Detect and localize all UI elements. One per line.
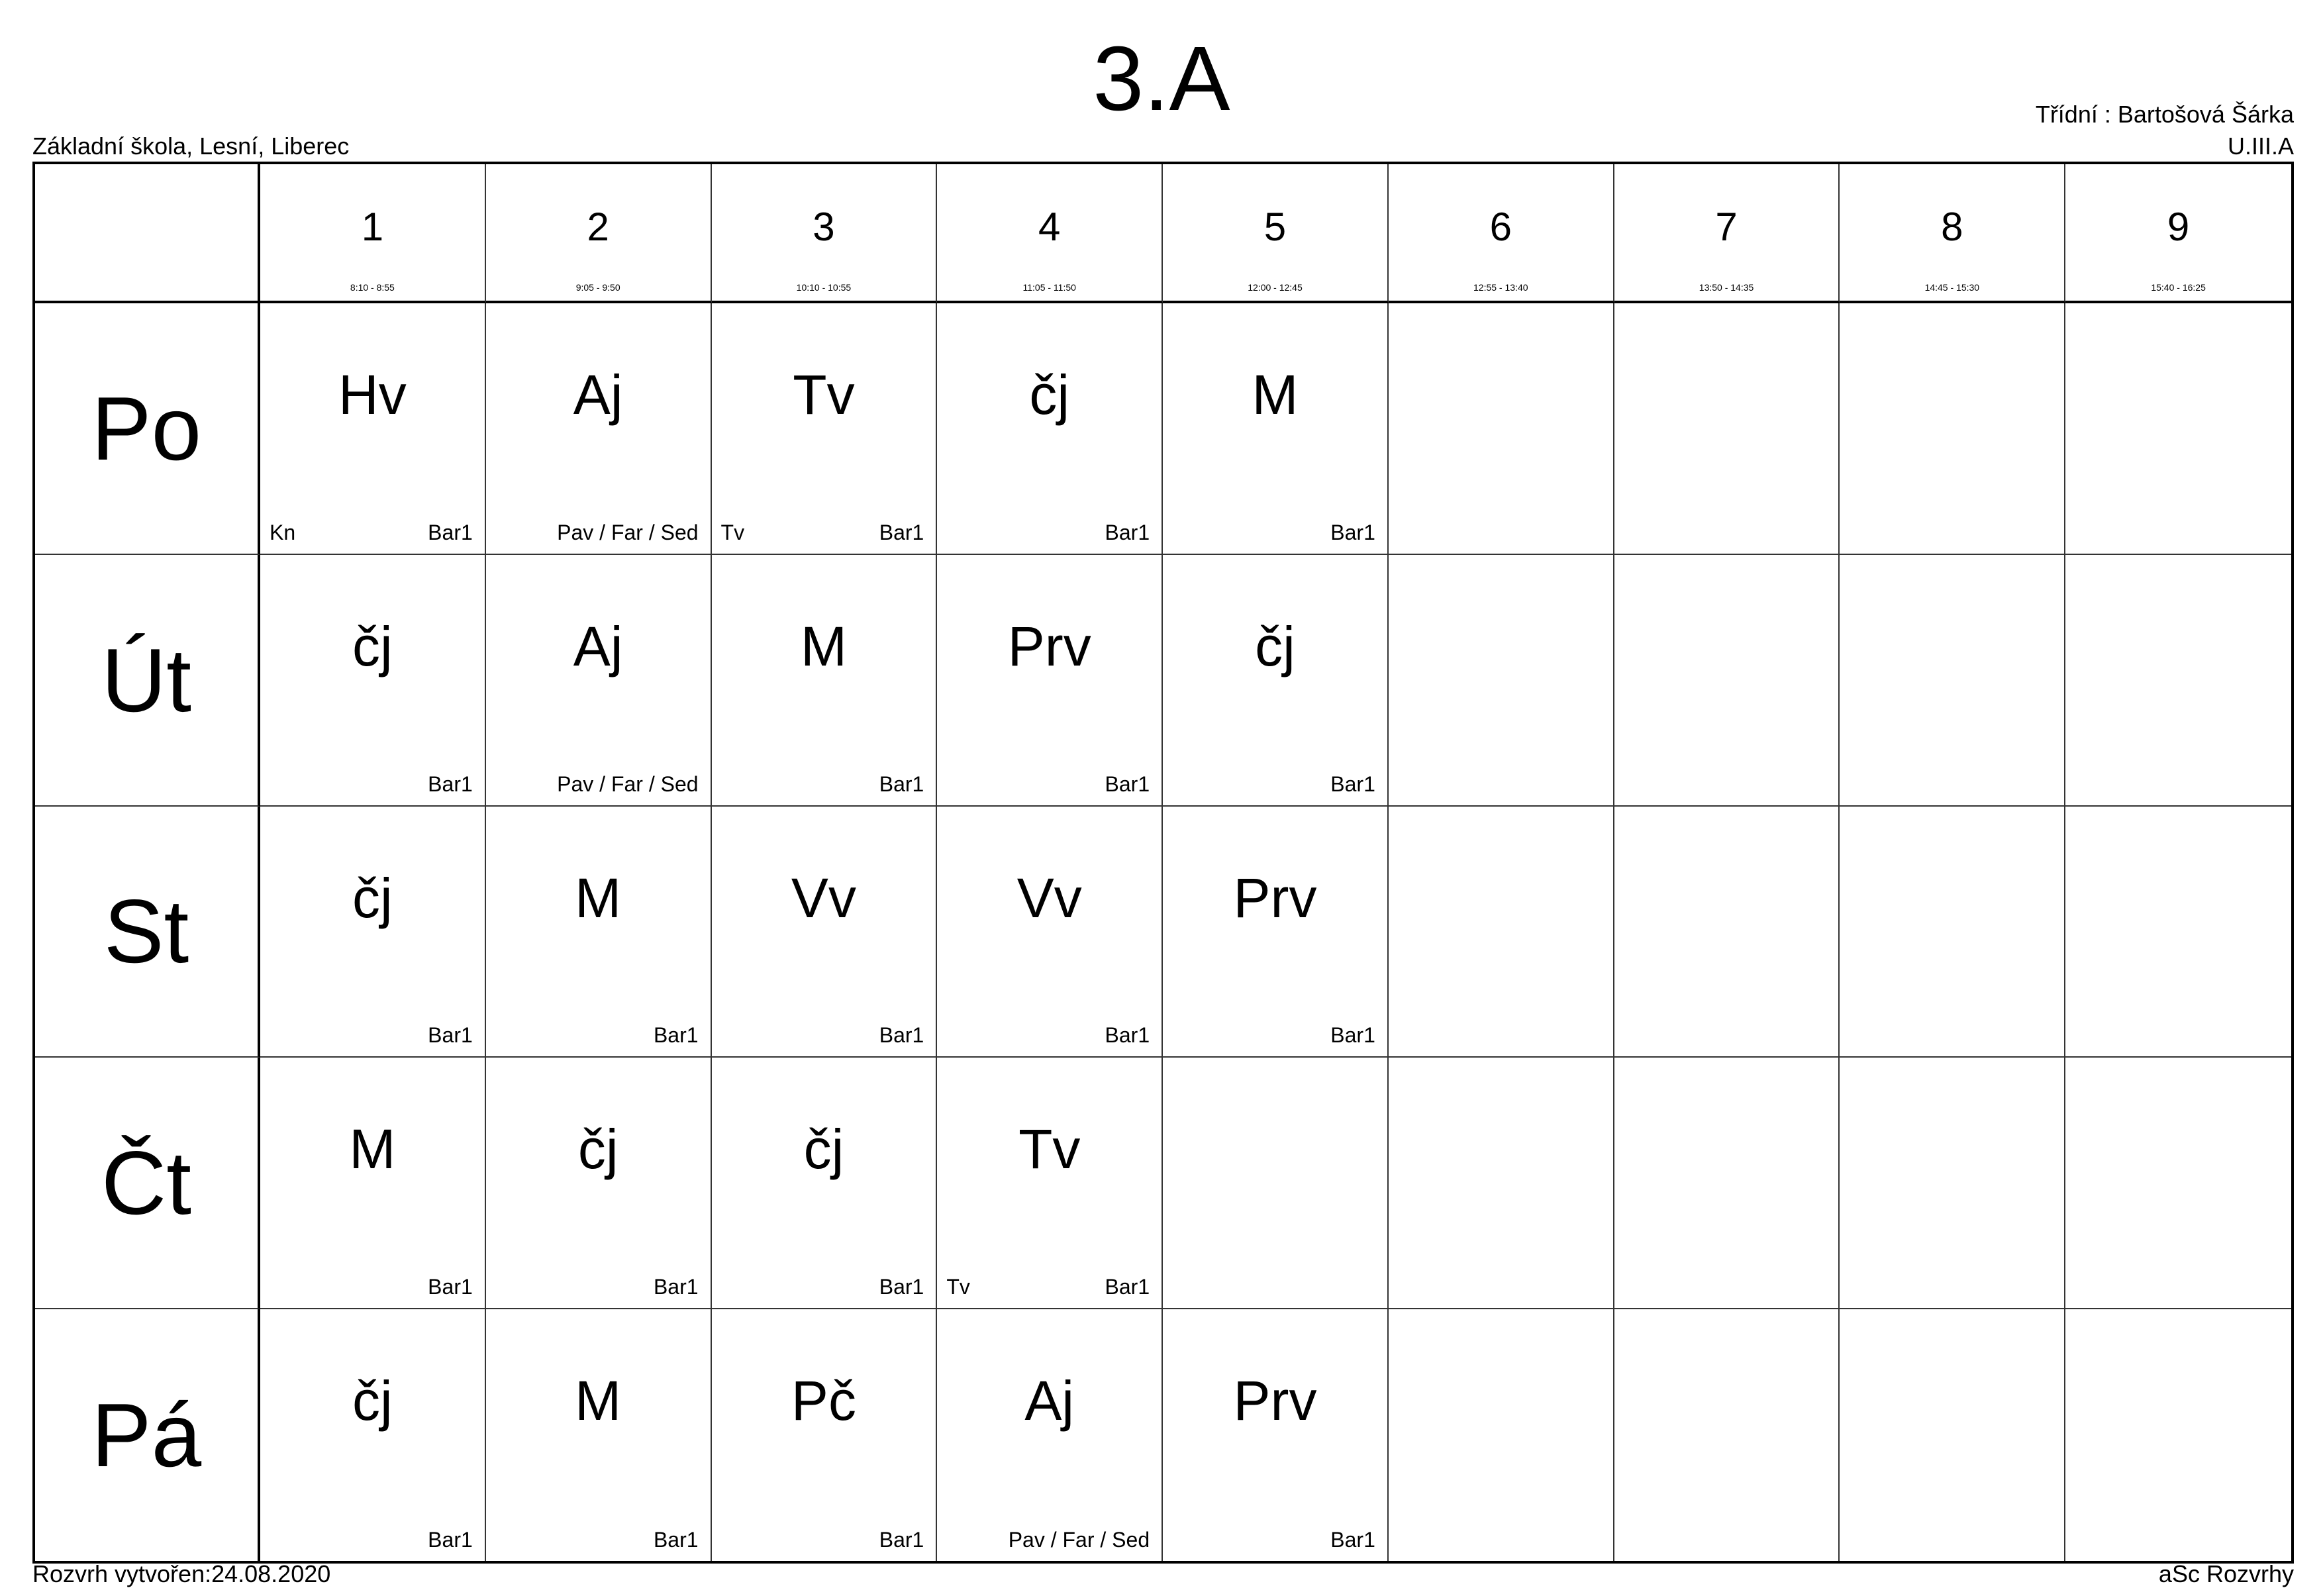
lesson-subject: Prv xyxy=(1233,1370,1317,1432)
lesson-subject: Tv xyxy=(793,364,855,426)
period-number: 3 xyxy=(813,205,835,249)
lesson-room: Bar1 xyxy=(653,1527,699,1552)
lesson-cell xyxy=(486,807,712,1058)
period-header xyxy=(1840,164,2065,303)
lesson-room: Bar1 xyxy=(1105,520,1150,544)
lesson-room: Bar1 xyxy=(428,772,473,796)
period-number: 7 xyxy=(1715,205,1738,249)
lesson-subject: M xyxy=(575,866,622,929)
lesson-cell xyxy=(260,1309,486,1561)
lesson-subject: M xyxy=(575,1370,622,1432)
lesson-room: Bar1 xyxy=(653,1275,699,1299)
lesson-cell xyxy=(1614,1058,1840,1309)
lesson-cell xyxy=(1389,1309,1614,1561)
software-name: aSc Rozvrhy xyxy=(2158,1560,2294,1587)
lesson-cell xyxy=(1389,807,1614,1058)
period-time: 8:10 - 8:55 xyxy=(350,282,395,293)
period-header xyxy=(712,164,938,303)
lesson-cell xyxy=(1163,555,1389,807)
lesson-subject: M xyxy=(800,615,847,677)
lesson-cell xyxy=(712,1309,938,1561)
lesson-cell xyxy=(1389,1058,1614,1309)
lesson-subject: Aj xyxy=(573,615,623,677)
lesson-cell xyxy=(1163,807,1389,1058)
school-name: Základní škola, Lesní, Liberec xyxy=(32,132,350,160)
day-name: Út xyxy=(101,629,191,730)
period-number: 6 xyxy=(1489,205,1512,249)
lesson-subject: čj xyxy=(577,1118,618,1181)
lesson-room: Bar1 xyxy=(1330,1023,1375,1048)
lesson-cell xyxy=(937,303,1163,555)
page-title: 3.A xyxy=(1093,28,1230,130)
lesson-cell xyxy=(2065,1058,2291,1309)
lesson-cell xyxy=(260,1058,486,1309)
period-time: 15:40 - 16:25 xyxy=(2151,282,2206,293)
lesson-cell xyxy=(937,1058,1163,1309)
lesson-cell xyxy=(486,1058,712,1309)
lesson-cell xyxy=(486,303,712,555)
class-teacher: Třídní : Bartošová Šárka xyxy=(2035,101,2294,128)
lesson-cell xyxy=(486,555,712,807)
lesson-cell xyxy=(260,807,486,1058)
lesson-cell xyxy=(1614,303,1840,555)
period-time: 10:10 - 10:55 xyxy=(796,282,852,293)
day-header xyxy=(35,303,260,555)
period-time: 13:50 - 14:35 xyxy=(1699,282,1754,293)
lesson-subject: Aj xyxy=(1024,1370,1075,1432)
lesson-room: Bar1 xyxy=(1105,1275,1150,1299)
lesson-cell xyxy=(1389,303,1614,555)
lesson-cell xyxy=(2065,303,2291,555)
lesson-cell xyxy=(712,807,938,1058)
lesson-room: Bar1 xyxy=(653,1023,699,1048)
lesson-subject: Pč xyxy=(791,1370,856,1432)
lesson-room: Bar1 xyxy=(428,1275,473,1299)
lesson-room: Pav / Far / Sed xyxy=(557,772,699,796)
lesson-subject: M xyxy=(1252,364,1299,426)
period-number: 2 xyxy=(587,205,609,249)
lesson-room: Bar1 xyxy=(879,1275,924,1299)
lesson-subject: Tv xyxy=(1018,1118,1081,1181)
lesson-cell xyxy=(2065,807,2291,1058)
period-number: 5 xyxy=(1263,205,1287,249)
lesson-subject: M xyxy=(349,1118,396,1181)
lesson-cell xyxy=(712,1058,938,1309)
lesson-cell xyxy=(1840,807,2065,1058)
period-time: 14:45 - 15:30 xyxy=(1924,282,1980,293)
lesson-room: Bar1 xyxy=(1330,772,1375,796)
lesson-room: Bar1 xyxy=(879,772,924,796)
day-header xyxy=(35,807,260,1058)
period-time: 11:05 - 11:50 xyxy=(1022,282,1076,293)
lesson-subject: čj xyxy=(1029,364,1070,426)
lesson-subject: Aj xyxy=(573,364,623,426)
lesson-cell xyxy=(937,807,1163,1058)
lesson-cell xyxy=(1840,1309,2065,1561)
period-header xyxy=(937,164,1163,303)
period-header xyxy=(1389,164,1614,303)
period-number: 9 xyxy=(2167,205,2190,249)
lesson-subject: Hv xyxy=(338,364,407,426)
lesson-subject: Vv xyxy=(1016,866,1082,929)
period-time: 12:55 - 13:40 xyxy=(1473,282,1528,293)
timetable-grid xyxy=(32,162,2294,1564)
lesson-cell xyxy=(486,1309,712,1561)
lesson-subject: Vv xyxy=(791,866,856,929)
lesson-cell xyxy=(1840,555,2065,807)
lesson-cell xyxy=(937,1309,1163,1561)
lesson-cell xyxy=(260,303,486,555)
lesson-subject: čj xyxy=(803,1118,844,1181)
period-header xyxy=(1614,164,1840,303)
period-header xyxy=(260,164,486,303)
lesson-room: Bar1 xyxy=(879,520,924,544)
day-name: Po xyxy=(91,377,202,479)
lesson-room: Bar1 xyxy=(879,1527,924,1552)
period-header xyxy=(1163,164,1389,303)
lesson-room: Bar1 xyxy=(1330,1527,1375,1552)
lesson-cell xyxy=(1389,555,1614,807)
home-room-code: U.III.A xyxy=(2227,132,2294,160)
lesson-group: Tv xyxy=(946,1275,970,1299)
lesson-cell xyxy=(1163,1058,1389,1309)
day-header xyxy=(35,1309,260,1561)
lesson-cell xyxy=(1614,807,1840,1058)
period-number: 4 xyxy=(1038,205,1061,249)
day-name: St xyxy=(103,881,189,982)
lesson-room: Bar1 xyxy=(1105,772,1150,796)
lesson-group: Kn xyxy=(270,520,296,544)
lesson-cell xyxy=(1614,1309,1840,1561)
lesson-subject: Prv xyxy=(1007,615,1091,677)
lesson-room: Bar1 xyxy=(428,520,473,544)
period-time: 9:05 - 9:50 xyxy=(575,282,620,293)
period-header xyxy=(2065,164,2291,303)
period-number: 8 xyxy=(1941,205,1963,249)
lesson-cell xyxy=(2065,1309,2291,1561)
lesson-room: Pav / Far / Sed xyxy=(557,520,699,544)
day-name: Pá xyxy=(91,1385,202,1486)
corner-cell xyxy=(35,164,260,303)
lesson-cell xyxy=(260,555,486,807)
lesson-cell xyxy=(1840,1058,2065,1309)
day-header xyxy=(35,1058,260,1309)
lesson-cell xyxy=(712,555,938,807)
lesson-room: Bar1 xyxy=(1330,520,1375,544)
lesson-room: Bar1 xyxy=(1105,1023,1150,1048)
day-name: Čt xyxy=(101,1132,191,1234)
lesson-subject: čj xyxy=(352,866,393,929)
lesson-cell xyxy=(1614,555,1840,807)
lesson-cell xyxy=(1163,1309,1389,1561)
lesson-cell xyxy=(937,555,1163,807)
lesson-subject: čj xyxy=(352,1370,393,1432)
period-number: 1 xyxy=(361,205,384,249)
lesson-cell xyxy=(1163,303,1389,555)
period-header xyxy=(486,164,712,303)
lesson-room: Pav / Far / Sed xyxy=(1008,1527,1150,1552)
lesson-subject: čj xyxy=(352,615,393,677)
lesson-cell xyxy=(712,303,938,555)
lesson-cell xyxy=(2065,555,2291,807)
lesson-room: Bar1 xyxy=(879,1023,924,1048)
created-date: Rozvrh vytvořen:24.08.2020 xyxy=(32,1560,331,1587)
day-header xyxy=(35,555,260,807)
lesson-subject: čj xyxy=(1255,615,1295,677)
period-time: 12:00 - 12:45 xyxy=(1248,282,1303,293)
lesson-room: Bar1 xyxy=(428,1023,473,1048)
lesson-group: Tv xyxy=(720,520,745,544)
lesson-cell xyxy=(1840,303,2065,555)
lesson-subject: Prv xyxy=(1233,866,1317,929)
lesson-room: Bar1 xyxy=(428,1527,473,1552)
